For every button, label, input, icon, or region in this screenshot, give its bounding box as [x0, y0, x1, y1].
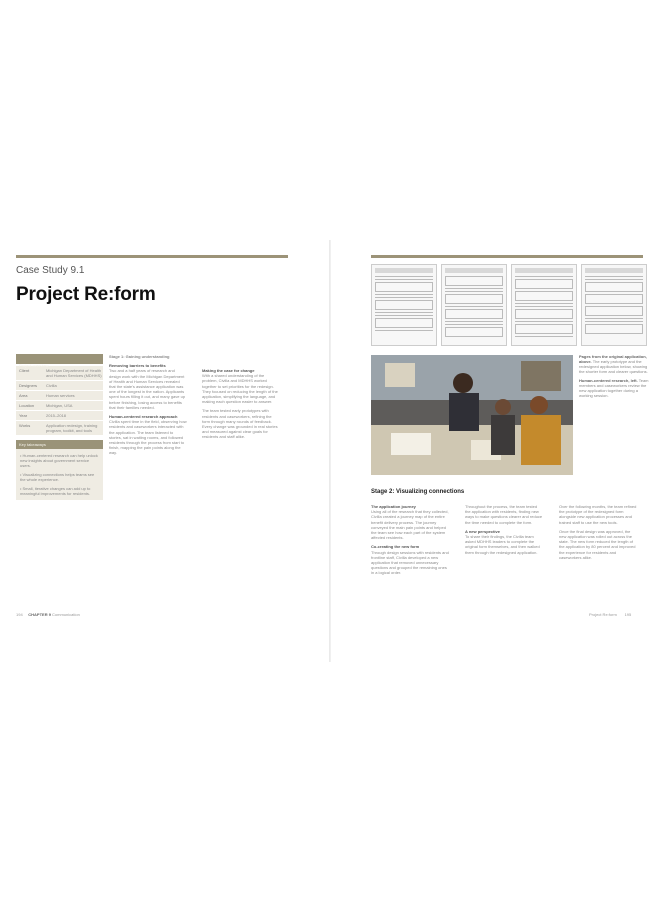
- body-paragraph: The application journey Using all of the research that they collected, Civilla created a journey map of the entire benefit delivery process. The journey conveyed the main pain points and helped the team see how each part of the system affected residents.: [371, 504, 449, 541]
- caption-heading: Pages from the original application, above.: [579, 354, 647, 364]
- body-paragraph: Throughout the process, the team tested the application with residents, finding new ways to make questions clearer and reduce the time needed to complete the form.: [465, 504, 543, 525]
- takeaways-header: Key takeaways: [16, 440, 103, 449]
- caption-heading: Human-centered research, left.: [579, 378, 638, 383]
- application-form-thumbnail: [511, 264, 577, 346]
- book-spread: [0, 240, 660, 662]
- takeaway-item: • Small, iterative changes can add up to meaningful improvements for residents.: [20, 486, 91, 496]
- image-caption: [579, 354, 649, 402]
- left-footer: [16, 612, 80, 617]
- page-number: 194: [16, 612, 23, 617]
- body-paragraph: Over the following months, the team refined the prototype of the redesigned form alongside new application processes and trained staff to use the new tools.: [559, 504, 637, 525]
- takeaway-item: • Human-centered research can help unlock new insights about government service users.: [20, 453, 98, 468]
- workshop-photo: [371, 355, 573, 475]
- right-footer: [589, 612, 631, 617]
- table-row: Works Application redesign, training program, toolkit, and tools: [16, 421, 103, 436]
- body-paragraph: Once the final design was approved, the new application was rolled out across the state. The new form reduced the length of the application by 80 percent and improved the experience for residents and caseworkers alike.: [559, 528, 636, 560]
- body-paragraph: Co-creating the new form Through design sessions with residents and frontline staff, Civilla developed a new application that removed unnecessary questions and grouped the remaining ones in a logical order.: [371, 544, 449, 576]
- caption-paragraph: Pages from the original application, above. The early prototype and the redesigned application below, showing the shorter form and clearer questions.: [579, 354, 648, 374]
- takeaway-item: • Visualizing connections helps teams see the whole experience.: [20, 472, 95, 482]
- subheading: Making the case for change: [202, 368, 255, 373]
- key-takeaways-box: [16, 440, 103, 500]
- body-paragraph: Making the case for change With a shared understanding of the problem, Civilla and MDHHS worked together to set priorities for the redesign. They focused on reducing the length of the application, simplifying the language, and making each question easier to answer.: [202, 368, 280, 404]
- page-title: Project Re:form: [16, 284, 156, 305]
- stage-heading: Stage 2: Visualizing connections: [371, 489, 465, 495]
- left-column-2: [202, 368, 280, 444]
- subheading: Human-centered research approach: [109, 414, 178, 420]
- body-paragraph: The team tested early prototypes with residents and caseworkers, refining the form through many rounds of feedback. Every change was grounded in real stories and measured against clear goals for residents and staff alike.: [202, 408, 278, 440]
- page-number: 195: [624, 612, 632, 617]
- footer-title: Project Re:form: [589, 612, 617, 617]
- body-paragraph: A new perspective To share their findings, the Civilla team asked MDHHS leaders to complete the original form themselves, and then walked them through the redesigned application.: [465, 529, 543, 555]
- subheading: A new perspective: [465, 528, 500, 534]
- right-column-2: [465, 504, 543, 559]
- application-form-thumbnail: [371, 264, 437, 346]
- application-form-thumbnail: [441, 264, 507, 346]
- caption-paragraph: Human-centered research, left. Team members and caseworkers review the new application together during a working session.: [579, 378, 649, 398]
- left-column-1: [109, 354, 187, 460]
- right-column-3: [559, 504, 637, 564]
- left-page: [0, 240, 329, 662]
- table-row: Area Human services: [16, 391, 103, 401]
- application-form-thumbnail: [581, 264, 647, 346]
- right-page: [331, 240, 660, 662]
- subheading: Removing barriers to benefits: [109, 363, 166, 369]
- body-paragraph: Removing barriers to benefits Two and a half years of research and design work with the Michigan Department of Health and Human Services revealed that the state's assistance application was one of the longest in the nation. Applicants spent hours filling it out, and many gave up before finishing, losing access to benefits that their families needed.: [109, 363, 186, 410]
- table-row: Location Michigan, USA: [16, 401, 103, 411]
- right-column-1: [371, 504, 449, 580]
- table-header: Project overview: [16, 354, 103, 364]
- chapter-title: Communication: [52, 612, 80, 617]
- top-rule: [371, 255, 643, 258]
- stage-heading: Stage 1: Gaining understanding: [109, 354, 170, 359]
- project-overview-table: [16, 354, 103, 500]
- body-paragraph: Human-centered research approach Civilla spent time in the field, observing how residents and caseworkers interacted with the application. The team listened to stories, sat in waiting rooms, and followed residents through the process from start to finish, mapping the pain points along the way.: [109, 414, 187, 456]
- chapter-label: CHAPTER 9: [28, 612, 51, 617]
- table-row: Designers Civilla: [16, 381, 103, 391]
- subheading: Co-creating the new form: [371, 544, 420, 550]
- top-rule: [16, 255, 288, 258]
- table-row: Year 2015–2018: [16, 411, 103, 421]
- case-study-label: Case Study 9.1: [16, 265, 85, 276]
- table-row: Client Michigan Department of Health and Human Services (MDHHS): [16, 366, 103, 381]
- subheading: The application journey: [371, 504, 416, 509]
